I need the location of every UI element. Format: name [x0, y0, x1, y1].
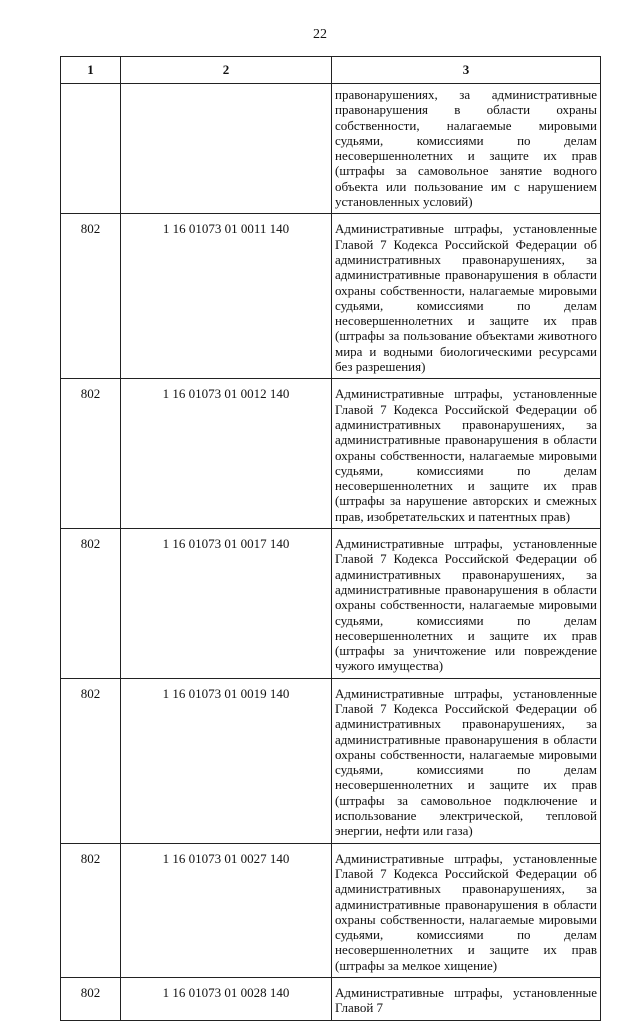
- column-header-3: 3: [332, 57, 601, 84]
- admin-code-cell: 802: [61, 529, 121, 679]
- table-row-continuation: [61, 84, 601, 214]
- kbk-code-cell: 1 16 01073 01 0028 140: [121, 978, 332, 1021]
- admin-code-cell: [61, 84, 121, 214]
- description-cell: Административные штрафы, установленные Главой 7 Кодекса Российской Федерации об административных правонарушениях, за административные правонарушения в области охраны собственности, налагаемые мировыми судьями, комиссиями по делам несовершеннолетних и защите их прав (штрафы за уничтожение или повреждение чужого имущества): [332, 529, 601, 679]
- admin-code-cell: 802: [61, 978, 121, 1021]
- admin-code-cell: 802: [61, 379, 121, 529]
- description-cell: Административные штрафы, установленные Главой 7 Кодекса Российской Федерации об административных правонарушениях, за административные правонарушения в области охраны собственности, налагаемые мировыми судьями, комиссиями по делам несовершеннолетних и защите их прав (штрафы за мелкое хищение): [332, 843, 601, 977]
- table-row: [61, 678, 601, 843]
- kbk-code-cell: 1 16 01073 01 0027 140: [121, 843, 332, 977]
- table-row: [61, 379, 601, 529]
- kbk-code-cell: 1 16 01073 01 0012 140: [121, 379, 332, 529]
- column-header-2: 2: [121, 57, 332, 84]
- kbk-table: [60, 56, 601, 1021]
- description-cell: Административные штрафы, установленные Главой 7 Кодекса Российской Федерации об административных правонарушениях, за административные правонарушения в области охраны собственности, налагаемые мировыми судьями, комиссиями по делам несовершеннолетних и защите их прав (штрафы за нарушение авторских и смежных прав, изобретательских и патентных прав): [332, 379, 601, 529]
- page-number: 22: [313, 27, 327, 42]
- table-row: [61, 978, 601, 1021]
- kbk-code-cell: 1 16 01073 01 0017 140: [121, 529, 332, 679]
- admin-code-cell: 802: [61, 678, 121, 843]
- kbk-code-cell: [121, 84, 332, 214]
- table-row: [61, 214, 601, 379]
- description-cell: Административные штрафы, установленные Главой 7: [332, 978, 601, 1021]
- kbk-code-cell: 1 16 01073 01 0011 140: [121, 214, 332, 379]
- table-row: [61, 843, 601, 977]
- table-row: [61, 529, 601, 679]
- admin-code-cell: 802: [61, 843, 121, 977]
- table-header-row: [61, 57, 601, 84]
- admin-code-cell: 802: [61, 214, 121, 379]
- description-cell: правонарушениях, за административные правонарушения в области охраны собственности, налагаемые мировыми судьями, комиссиями по делам несовершеннолетних и защите их прав (штрафы за самовольное занятие водного объекта или пользование им с нарушением установленных условий): [332, 84, 601, 214]
- kbk-code-cell: 1 16 01073 01 0019 140: [121, 678, 332, 843]
- description-cell: Административные штрафы, установленные Главой 7 Кодекса Российской Федерации об административных правонарушениях, за административные правонарушения в области охраны собственности, налагаемые мировыми судьями, комиссиями по делам несовершеннолетних и защите их прав (штрафы за самовольное подключение и использование электрической, тепловой энергии, нефти или газа): [332, 678, 601, 843]
- description-cell: Административные штрафы, установленные Главой 7 Кодекса Российской Федерации об административных правонарушениях, за административные правонарушения в области охраны собственности, налагаемые мировыми судьями, комиссиями по делам несовершеннолетних и защите их прав (штрафы за пользование объектами животного мира и водными биологическими ресурсами без разрешения): [332, 214, 601, 379]
- column-header-1: 1: [61, 57, 121, 84]
